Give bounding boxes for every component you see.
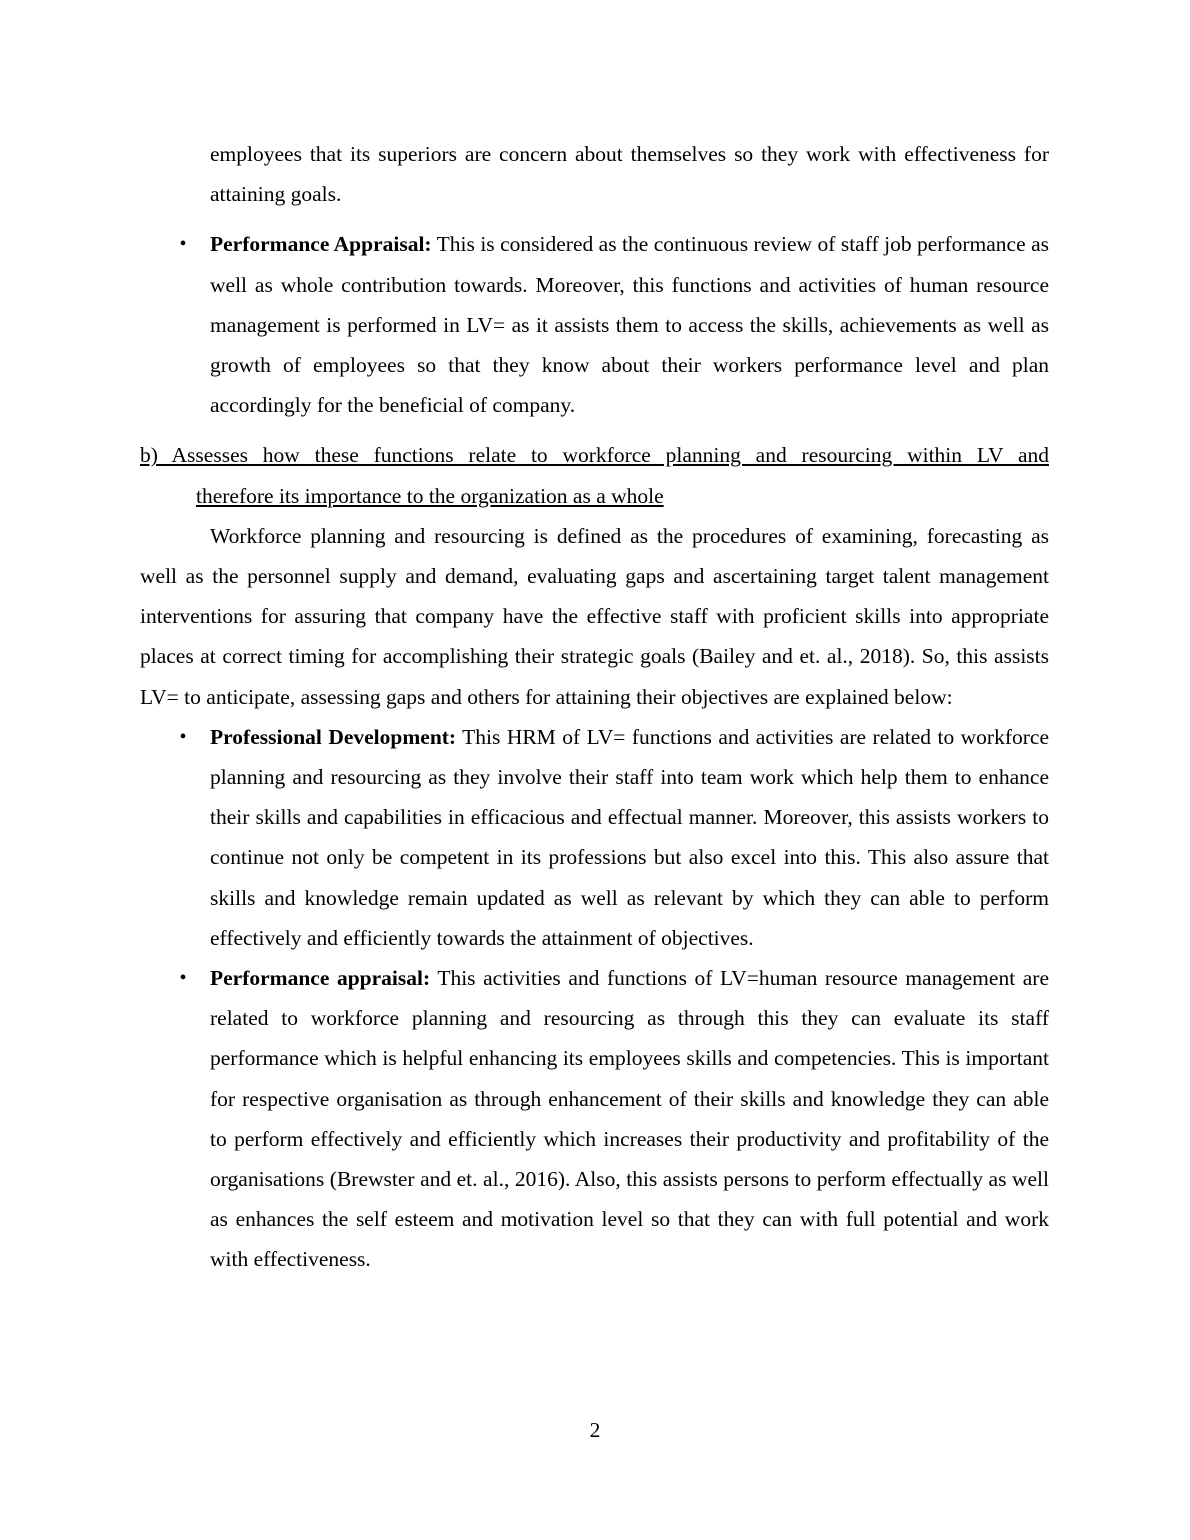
page-number: 2 [589, 1418, 601, 1442]
continuation-paragraph: employees that its superiors are concern about themselves so they work with effectiveness for attaining goals. [210, 142, 1049, 207]
intro-paragraph: Workforce planning and resourcing is defined as the procedures of examining, forecasting as well as the personnel supply and demand, evaluating gaps and ascertaining target talent management interventions for assuring that company have the effective staff with proficient skills into appropriate places at correct timing for accomplishing their strategic goals (Bailey and et. al., 2018). So, this assists LV= to anticipate, assessing gaps and others for attaining their objectives are explained below: [140, 523, 1049, 709]
page-body [140, 134, 1049, 1280]
bullet-icon: • [179, 967, 187, 990]
bullet-label: Performance appraisal: [210, 966, 431, 991]
section-heading-line-1: b) Assesses how these functions relate to workforce planning and resourcing within LV and [140, 443, 1049, 468]
bullet-icon: • [179, 725, 187, 748]
bullet-text: This HRM of LV= functions and activities are related to workforce planning and resourcing as they involve their staff into team work which help them to enhance their skills and capabilities in efficacious and effectual manner. Moreover, this assists workers to continue not only be competent in its professions but also excel into this. This also assure that skills and knowledge remain updated as well as relevant by which they can able to perform effectively and efficiently towards the attainment of objectives. [210, 724, 1049, 950]
bullet-label: Performance Appraisal: [210, 232, 432, 257]
bullet-item-performance-appraisal [179, 224, 1049, 425]
bullet-text: This is considered as the continuous review of staff job performance as well as whole contribution towards. Moreover, this functions and activities of human resource management is performed in LV= as it assists them to access the skills, achievements as well as growth of employees so that they know about their workers performance level and plan accordingly for the beneficial of company. [210, 232, 1049, 418]
bullet-label: Professional Development: [210, 724, 457, 749]
bullet-icon: • [179, 233, 187, 256]
bullet-text: This activities and functions of LV=human resource management are related to workforce planning and resourcing as through this they can evaluate its staff performance which is helpful enhancing its employees skills and competencies. This is important for respective organisation as through enhancement of their skills and knowledge they can able to perform effectively and efficiently which increases their productivity and profitability of the organisations (Brewster and et. al., 2016). Also, this assists persons to perform effectually as well as enhances the self esteem and motivation level so that they can with full potential and work with effectiveness. [210, 966, 1049, 1272]
bullet-item-professional-development [179, 717, 1049, 958]
section-heading-line-2: therefore its importance to the organization as a whole [196, 483, 664, 508]
section-heading-b [140, 435, 1049, 515]
bullet-item-performance-appraisal-b [179, 958, 1049, 1280]
